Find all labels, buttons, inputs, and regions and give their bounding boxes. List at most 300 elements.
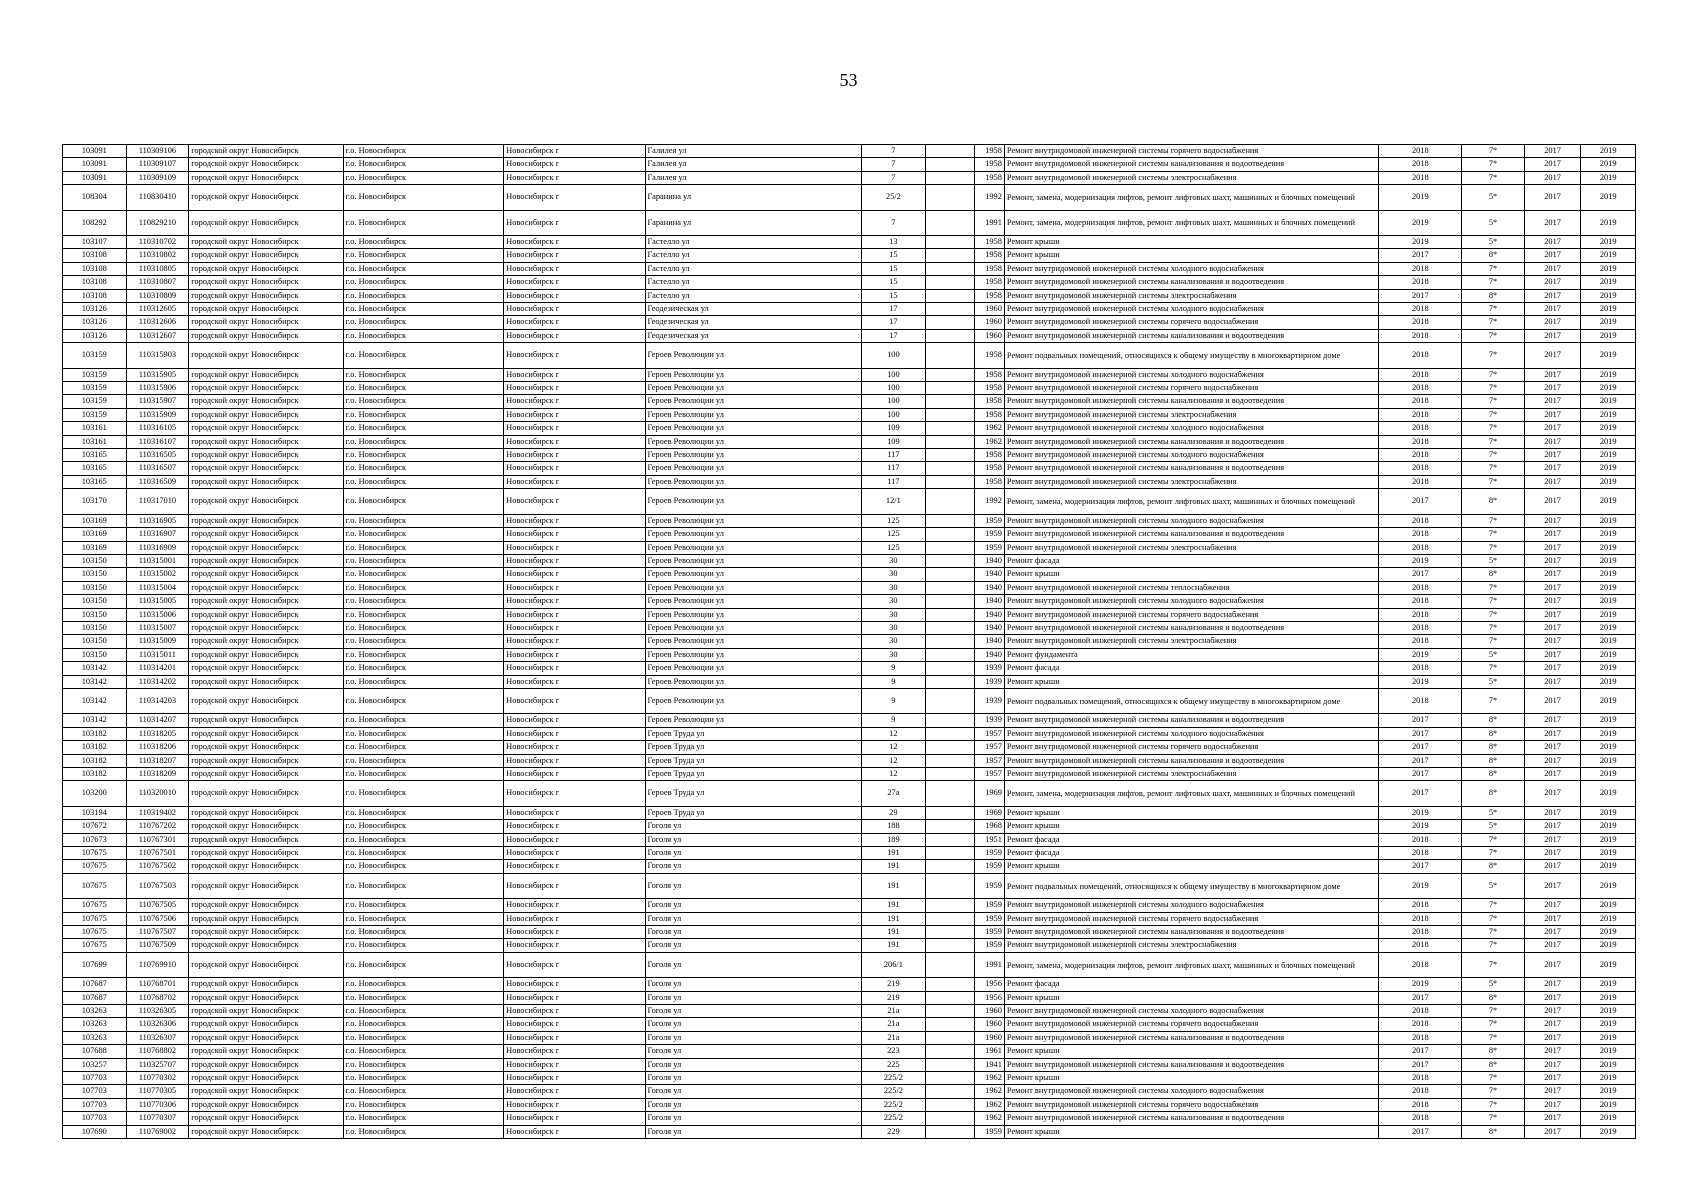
cell-building: [926, 806, 974, 819]
cell-house-number: 9: [861, 662, 926, 675]
cell-work-id: 110318209: [126, 767, 189, 780]
cell-city: Новосибирск г: [504, 1018, 645, 1031]
cell-house-number: 9: [861, 675, 926, 688]
cell-work-type: Ремонт фасада: [1004, 662, 1379, 675]
cell-building: [926, 528, 974, 541]
cell-building: [926, 926, 974, 939]
cell-settlement: г.о. Новосибирск: [343, 662, 504, 675]
cell-period-start: 2017: [1524, 939, 1581, 952]
cell-city: Новосибирск г: [504, 329, 645, 342]
cell-city: Новосибирск г: [504, 210, 645, 235]
cell-house-id: 103150: [63, 608, 127, 621]
cell-plan-year: 2019: [1379, 820, 1462, 833]
cell-city: Новосибирск г: [504, 912, 645, 925]
cell-year-built: 1958: [974, 145, 1004, 158]
cell-house-number: 7: [861, 145, 926, 158]
cell-house-number: 30: [861, 608, 926, 621]
cell-city: Новосибирск г: [504, 675, 645, 688]
table-body: [63, 145, 1636, 1139]
cell-city: Новосибирск г: [504, 1125, 645, 1138]
cell-city: Новосибирск г: [504, 528, 645, 541]
cell-year-built: 1958: [974, 249, 1004, 262]
cell-period-start: 2017: [1524, 621, 1581, 634]
cell-year-built: 1959: [974, 528, 1004, 541]
cell-house-number: 17: [861, 303, 926, 316]
cell-work-type: Ремонт внутридомовой инженерной системы электроснабжения: [1004, 408, 1379, 421]
cell-period-start: 2017: [1524, 1058, 1581, 1071]
cell-street: Гоголя ул: [645, 1072, 861, 1085]
cell-priority: 7*: [1462, 1072, 1525, 1085]
cell-building: [926, 554, 974, 567]
cell-period-end: 2019: [1581, 408, 1636, 421]
cell-building: [926, 395, 974, 408]
cell-year-built: 1940: [974, 608, 1004, 621]
cell-period-end: 2019: [1581, 688, 1636, 713]
cell-house-number: 117: [861, 462, 926, 475]
cell-building: [926, 1085, 974, 1098]
cell-plan-year: 2018: [1379, 833, 1462, 846]
cell-settlement: г.о. Новосибирск: [343, 991, 504, 1004]
cell-work-type: Ремонт, замена, модернизация лифтов, ремонт лифтовых шахт, машинных и блочных помещений: [1004, 185, 1379, 210]
cell-settlement: г.о. Новосибирск: [343, 489, 504, 514]
cell-settlement: г.о. Новосибирск: [343, 514, 504, 527]
cell-plan-year: 2018: [1379, 514, 1462, 527]
cell-work-id: 110310805: [126, 262, 189, 275]
cell-city: Новосибирск г: [504, 860, 645, 873]
cell-city: Новосибирск г: [504, 754, 645, 767]
cell-period-end: 2019: [1581, 991, 1636, 1004]
cell-work-id: 110325707: [126, 1058, 189, 1071]
cell-period-end: 2019: [1581, 249, 1636, 262]
cell-house-id: 103091: [63, 171, 127, 184]
cell-building: [926, 952, 974, 977]
cell-settlement: г.о. Новосибирск: [343, 781, 504, 806]
cell-year-built: 1958: [974, 236, 1004, 249]
cell-year-built: 1991: [974, 952, 1004, 977]
cell-work-id: 110316509: [126, 475, 189, 488]
cell-building: [926, 1098, 974, 1111]
cell-work-type: Ремонт внутридомовой инженерной системы электроснабжения: [1004, 171, 1379, 184]
cell-work-id: 110318207: [126, 754, 189, 767]
cell-settlement: г.о. Новосибирск: [343, 754, 504, 767]
cell-priority: 7*: [1462, 662, 1525, 675]
cell-work-type: Ремонт крыши: [1004, 568, 1379, 581]
cell-year-built: 1959: [974, 873, 1004, 898]
cell-municipality: городской округ Новосибирск: [189, 648, 343, 661]
cell-street: Галилея ул: [645, 171, 861, 184]
cell-year-built: 1961: [974, 1045, 1004, 1058]
cell-house-id: 103142: [63, 675, 127, 688]
cell-work-type: Ремонт крыши: [1004, 806, 1379, 819]
cell-work-id: 110770306: [126, 1098, 189, 1111]
cell-work-type: Ремонт внутридомовой инженерной системы горячего водоснабжения: [1004, 1018, 1379, 1031]
cell-house-id: 103150: [63, 554, 127, 567]
cell-work-id: 110309106: [126, 145, 189, 158]
cell-priority: 7*: [1462, 382, 1525, 395]
cell-work-id: 110326307: [126, 1031, 189, 1044]
cell-priority: 7*: [1462, 528, 1525, 541]
table-row: [63, 422, 1636, 435]
cell-work-type: Ремонт внутридомовой инженерной системы электроснабжения: [1004, 475, 1379, 488]
cell-year-built: 1958: [974, 343, 1004, 368]
cell-year-built: 1956: [974, 978, 1004, 991]
cell-plan-year: 2017: [1379, 767, 1462, 780]
cell-municipality: городской округ Новосибирск: [189, 621, 343, 634]
cell-house-number: 7: [861, 210, 926, 235]
table-row: [63, 382, 1636, 395]
cell-building: [926, 236, 974, 249]
cell-building: [926, 635, 974, 648]
cell-house-number: 15: [861, 289, 926, 302]
cell-year-built: 1969: [974, 781, 1004, 806]
cell-house-id: 103142: [63, 714, 127, 727]
cell-work-id: 110316905: [126, 514, 189, 527]
cell-work-type: Ремонт подвальных помещений, относящихся к общему имуществу в многоквартирном доме: [1004, 688, 1379, 713]
cell-settlement: г.о. Новосибирск: [343, 806, 504, 819]
cell-period-end: 2019: [1581, 608, 1636, 621]
cell-year-built: 1962: [974, 1085, 1004, 1098]
cell-plan-year: 2018: [1379, 158, 1462, 171]
cell-house-id: 107690: [63, 1125, 127, 1138]
cell-building: [926, 1045, 974, 1058]
cell-house-number: 225/2: [861, 1112, 926, 1125]
cell-period-start: 2017: [1524, 662, 1581, 675]
cell-house-id: 103161: [63, 422, 127, 435]
cell-building: [926, 991, 974, 1004]
cell-priority: 7*: [1462, 1018, 1525, 1031]
cell-period-start: 2017: [1524, 847, 1581, 860]
cell-city: Новосибирск г: [504, 236, 645, 249]
cell-period-end: 2019: [1581, 236, 1636, 249]
cell-building: [926, 1125, 974, 1138]
cell-city: Новосибирск г: [504, 554, 645, 567]
cell-settlement: г.о. Новосибирск: [343, 847, 504, 860]
table-row: [63, 860, 1636, 873]
cell-period-start: 2017: [1524, 422, 1581, 435]
cell-plan-year: 2018: [1379, 1072, 1462, 1085]
cell-city: Новосибирск г: [504, 1072, 645, 1085]
cell-period-start: 2017: [1524, 806, 1581, 819]
cell-city: Новосибирск г: [504, 662, 645, 675]
cell-priority: 8*: [1462, 1125, 1525, 1138]
cell-settlement: г.о. Новосибирск: [343, 1018, 504, 1031]
cell-house-id: 103169: [63, 541, 127, 554]
cell-year-built: 1962: [974, 435, 1004, 448]
cell-house-id: 107675: [63, 899, 127, 912]
cell-building: [926, 727, 974, 740]
cell-plan-year: 2017: [1379, 860, 1462, 873]
cell-street: Гоголя ул: [645, 899, 861, 912]
cell-period-end: 2019: [1581, 714, 1636, 727]
cell-house-id: 107687: [63, 991, 127, 1004]
cell-work-type: Ремонт внутридомовой инженерной системы холодного водоснабжения: [1004, 262, 1379, 275]
cell-city: Новосибирск г: [504, 1058, 645, 1071]
table-row: [63, 939, 1636, 952]
cell-priority: 5*: [1462, 210, 1525, 235]
cell-work-type: Ремонт внутридомовой инженерной системы горячего водоснабжения: [1004, 145, 1379, 158]
cell-city: Новосибирск г: [504, 343, 645, 368]
cell-building: [926, 595, 974, 608]
cell-building: [926, 316, 974, 329]
cell-period-start: 2017: [1524, 303, 1581, 316]
cell-work-id: 110767503: [126, 873, 189, 898]
cell-house-number: 30: [861, 581, 926, 594]
cell-house-id: 107675: [63, 926, 127, 939]
cell-city: Новосибирск г: [504, 939, 645, 952]
cell-building: [926, 978, 974, 991]
cell-house-number: 191: [861, 860, 926, 873]
cell-street: Геодезическая ул: [645, 316, 861, 329]
cell-priority: 7*: [1462, 462, 1525, 475]
cell-work-id: 110829210: [126, 210, 189, 235]
cell-municipality: городской округ Новосибирск: [189, 1031, 343, 1044]
cell-house-number: 219: [861, 991, 926, 1004]
cell-year-built: 1951: [974, 833, 1004, 846]
cell-city: Новосибирск г: [504, 158, 645, 171]
cell-city: Новосибирск г: [504, 145, 645, 158]
cell-work-type: Ремонт внутридомовой инженерной системы канализования и водоотведения: [1004, 1058, 1379, 1071]
cell-priority: 7*: [1462, 688, 1525, 713]
cell-house-number: 30: [861, 554, 926, 567]
cell-plan-year: 2018: [1379, 952, 1462, 977]
cell-house-number: 219: [861, 978, 926, 991]
cell-work-type: Ремонт внутридомовой инженерной системы горячего водоснабжения: [1004, 1098, 1379, 1111]
cell-work-id: 110316505: [126, 449, 189, 462]
cell-period-start: 2017: [1524, 727, 1581, 740]
cell-work-type: Ремонт внутридомовой инженерной системы электроснабжения: [1004, 635, 1379, 648]
table-row: [63, 952, 1636, 977]
cell-house-number: 117: [861, 475, 926, 488]
cell-priority: 7*: [1462, 329, 1525, 342]
table-row: [63, 276, 1636, 289]
cell-house-number: 15: [861, 262, 926, 275]
cell-building: [926, 1005, 974, 1018]
cell-house-number: 25/2: [861, 185, 926, 210]
cell-building: [926, 210, 974, 235]
cell-work-type: Ремонт внутридомовой инженерной системы горячего водоснабжения: [1004, 316, 1379, 329]
cell-street: Героев Революции ул: [645, 528, 861, 541]
cell-municipality: городской округ Новосибирск: [189, 158, 343, 171]
cell-municipality: городской округ Новосибирск: [189, 343, 343, 368]
cell-year-built: 1958: [974, 171, 1004, 184]
cell-plan-year: 2018: [1379, 475, 1462, 488]
cell-year-built: 1958: [974, 368, 1004, 381]
cell-priority: 7*: [1462, 408, 1525, 421]
cell-street: Гаранина ул: [645, 210, 861, 235]
cell-work-type: Ремонт внутридомовой инженерной системы электроснабжения: [1004, 939, 1379, 952]
cell-work-type: Ремонт внутридомовой инженерной системы холодного водоснабжения: [1004, 303, 1379, 316]
cell-settlement: г.о. Новосибирск: [343, 554, 504, 567]
cell-period-start: 2017: [1524, 249, 1581, 262]
cell-house-id: 103126: [63, 329, 127, 342]
cell-building: [926, 435, 974, 448]
cell-period-start: 2017: [1524, 688, 1581, 713]
cell-building: [926, 514, 974, 527]
cell-municipality: городской округ Новосибирск: [189, 1045, 343, 1058]
cell-work-type: Ремонт подвальных помещений, относящихся к общему имуществу в многоквартирном доме: [1004, 343, 1379, 368]
cell-settlement: г.о. Новосибирск: [343, 329, 504, 342]
cell-period-end: 2019: [1581, 343, 1636, 368]
cell-period-end: 2019: [1581, 262, 1636, 275]
cell-priority: 8*: [1462, 1058, 1525, 1071]
cell-street: Гастелло ул: [645, 262, 861, 275]
cell-building: [926, 662, 974, 675]
cell-work-id: 110315011: [126, 648, 189, 661]
table-row: [63, 873, 1636, 898]
cell-building: [926, 741, 974, 754]
cell-municipality: городской округ Новосибирск: [189, 395, 343, 408]
cell-house-number: 125: [861, 541, 926, 554]
cell-city: Новосибирск г: [504, 489, 645, 514]
table-row: [63, 714, 1636, 727]
cell-street: Гоголя ул: [645, 926, 861, 939]
cell-city: Новосибирск г: [504, 1045, 645, 1058]
cell-building: [926, 289, 974, 302]
cell-street: Героев Труда ул: [645, 767, 861, 780]
cell-street: Гоголя ул: [645, 1018, 861, 1031]
cell-street: Гастелло ул: [645, 276, 861, 289]
cell-year-built: 1940: [974, 648, 1004, 661]
cell-building: [926, 329, 974, 342]
cell-priority: 8*: [1462, 568, 1525, 581]
table-row: [63, 781, 1636, 806]
cell-building: [926, 1058, 974, 1071]
cell-house-id: 103182: [63, 767, 127, 780]
cell-plan-year: 2017: [1379, 714, 1462, 727]
cell-house-id: 103169: [63, 514, 127, 527]
cell-house-id: 103107: [63, 236, 127, 249]
cell-city: Новосибирск г: [504, 395, 645, 408]
cell-city: Новосибирск г: [504, 952, 645, 977]
cell-work-id: 110317010: [126, 489, 189, 514]
cell-settlement: г.о. Новосибирск: [343, 475, 504, 488]
cell-city: Новосибирск г: [504, 608, 645, 621]
cell-house-number: 15: [861, 249, 926, 262]
cell-period-end: 2019: [1581, 171, 1636, 184]
table-row: [63, 1098, 1636, 1111]
cell-house-number: 109: [861, 422, 926, 435]
cell-year-built: 1940: [974, 621, 1004, 634]
repair-schedule-table: [62, 144, 1636, 1139]
cell-house-number: 21а: [861, 1018, 926, 1031]
cell-settlement: г.о. Новосибирск: [343, 249, 504, 262]
cell-work-id: 110310809: [126, 289, 189, 302]
cell-municipality: городской округ Новосибирск: [189, 368, 343, 381]
cell-municipality: городской округ Новосибирск: [189, 952, 343, 977]
cell-building: [926, 262, 974, 275]
cell-work-id: 110310807: [126, 276, 189, 289]
cell-year-built: 1940: [974, 635, 1004, 648]
cell-period-start: 2017: [1524, 329, 1581, 342]
cell-settlement: г.о. Новосибирск: [343, 635, 504, 648]
cell-settlement: г.о. Новосибирск: [343, 873, 504, 898]
cell-house-number: 225/2: [861, 1098, 926, 1111]
cell-work-type: Ремонт фасада: [1004, 833, 1379, 846]
cell-city: Новосибирск г: [504, 688, 645, 713]
cell-priority: 8*: [1462, 289, 1525, 302]
table-row: [63, 662, 1636, 675]
cell-priority: 7*: [1462, 395, 1525, 408]
cell-period-end: 2019: [1581, 847, 1636, 860]
cell-building: [926, 621, 974, 634]
table-row: [63, 1031, 1636, 1044]
cell-settlement: г.о. Новосибирск: [343, 276, 504, 289]
cell-period-end: 2019: [1581, 489, 1636, 514]
cell-street: Героев Революции ул: [645, 475, 861, 488]
cell-house-number: 125: [861, 528, 926, 541]
cell-street: Героев Труда ул: [645, 806, 861, 819]
cell-settlement: г.о. Новосибирск: [343, 1045, 504, 1058]
cell-city: Новосибирск г: [504, 408, 645, 421]
cell-period-end: 2019: [1581, 727, 1636, 740]
cell-house-id: 107675: [63, 939, 127, 952]
cell-settlement: г.о. Новосибирск: [343, 408, 504, 421]
cell-building: [926, 899, 974, 912]
cell-year-built: 1959: [974, 860, 1004, 873]
cell-work-type: Ремонт внутридомовой инженерной системы канализования и водоотведения: [1004, 158, 1379, 171]
cell-period-start: 2017: [1524, 435, 1581, 448]
cell-year-built: 1962: [974, 1098, 1004, 1111]
cell-work-id: 110314203: [126, 688, 189, 713]
cell-settlement: г.о. Новосибирск: [343, 289, 504, 302]
cell-building: [926, 781, 974, 806]
cell-work-type: Ремонт внутридомовой инженерной системы канализования и водоотведения: [1004, 462, 1379, 475]
cell-municipality: городской округ Новосибирск: [189, 1005, 343, 1018]
cell-settlement: г.о. Новосибирск: [343, 688, 504, 713]
cell-year-built: 1940: [974, 595, 1004, 608]
cell-work-type: Ремонт внутридомовой инженерной системы канализования и водоотведения: [1004, 276, 1379, 289]
cell-period-end: 2019: [1581, 422, 1636, 435]
cell-house-id: 103165: [63, 449, 127, 462]
cell-work-type: Ремонт внутридомовой инженерной системы канализования и водоотведения: [1004, 528, 1379, 541]
cell-period-end: 2019: [1581, 1031, 1636, 1044]
cell-city: Новосибирск г: [504, 714, 645, 727]
table-row: [63, 554, 1636, 567]
cell-work-type: Ремонт внутридомовой инженерной системы канализования и водоотведения: [1004, 754, 1379, 767]
cell-work-type: Ремонт крыши: [1004, 860, 1379, 873]
table-row: [63, 289, 1636, 302]
cell-year-built: 1959: [974, 939, 1004, 952]
cell-city: Новосибирск г: [504, 781, 645, 806]
cell-work-id: 110315002: [126, 568, 189, 581]
cell-settlement: г.о. Новосибирск: [343, 581, 504, 594]
cell-city: Новосибирск г: [504, 727, 645, 740]
table-row: [63, 1085, 1636, 1098]
cell-priority: 8*: [1462, 249, 1525, 262]
table-row: [63, 303, 1636, 316]
cell-building: [926, 145, 974, 158]
cell-year-built: 1939: [974, 675, 1004, 688]
cell-work-type: Ремонт внутридомовой инженерной системы канализования и водоотведения: [1004, 714, 1379, 727]
cell-year-built: 1958: [974, 158, 1004, 171]
cell-year-built: 1958: [974, 462, 1004, 475]
cell-year-built: 1959: [974, 541, 1004, 554]
cell-building: [926, 833, 974, 846]
cell-house-id: 103159: [63, 382, 127, 395]
table-row: [63, 489, 1636, 514]
table-row: [63, 462, 1636, 475]
cell-period-end: 2019: [1581, 767, 1636, 780]
cell-city: Новосибирск г: [504, 621, 645, 634]
table-row: [63, 754, 1636, 767]
cell-priority: 5*: [1462, 675, 1525, 688]
cell-year-built: 1959: [974, 926, 1004, 939]
cell-work-id: 110770307: [126, 1112, 189, 1125]
table-row: [63, 648, 1636, 661]
cell-municipality: городской округ Новосибирск: [189, 899, 343, 912]
cell-settlement: г.о. Новосибирск: [343, 449, 504, 462]
cell-building: [926, 185, 974, 210]
